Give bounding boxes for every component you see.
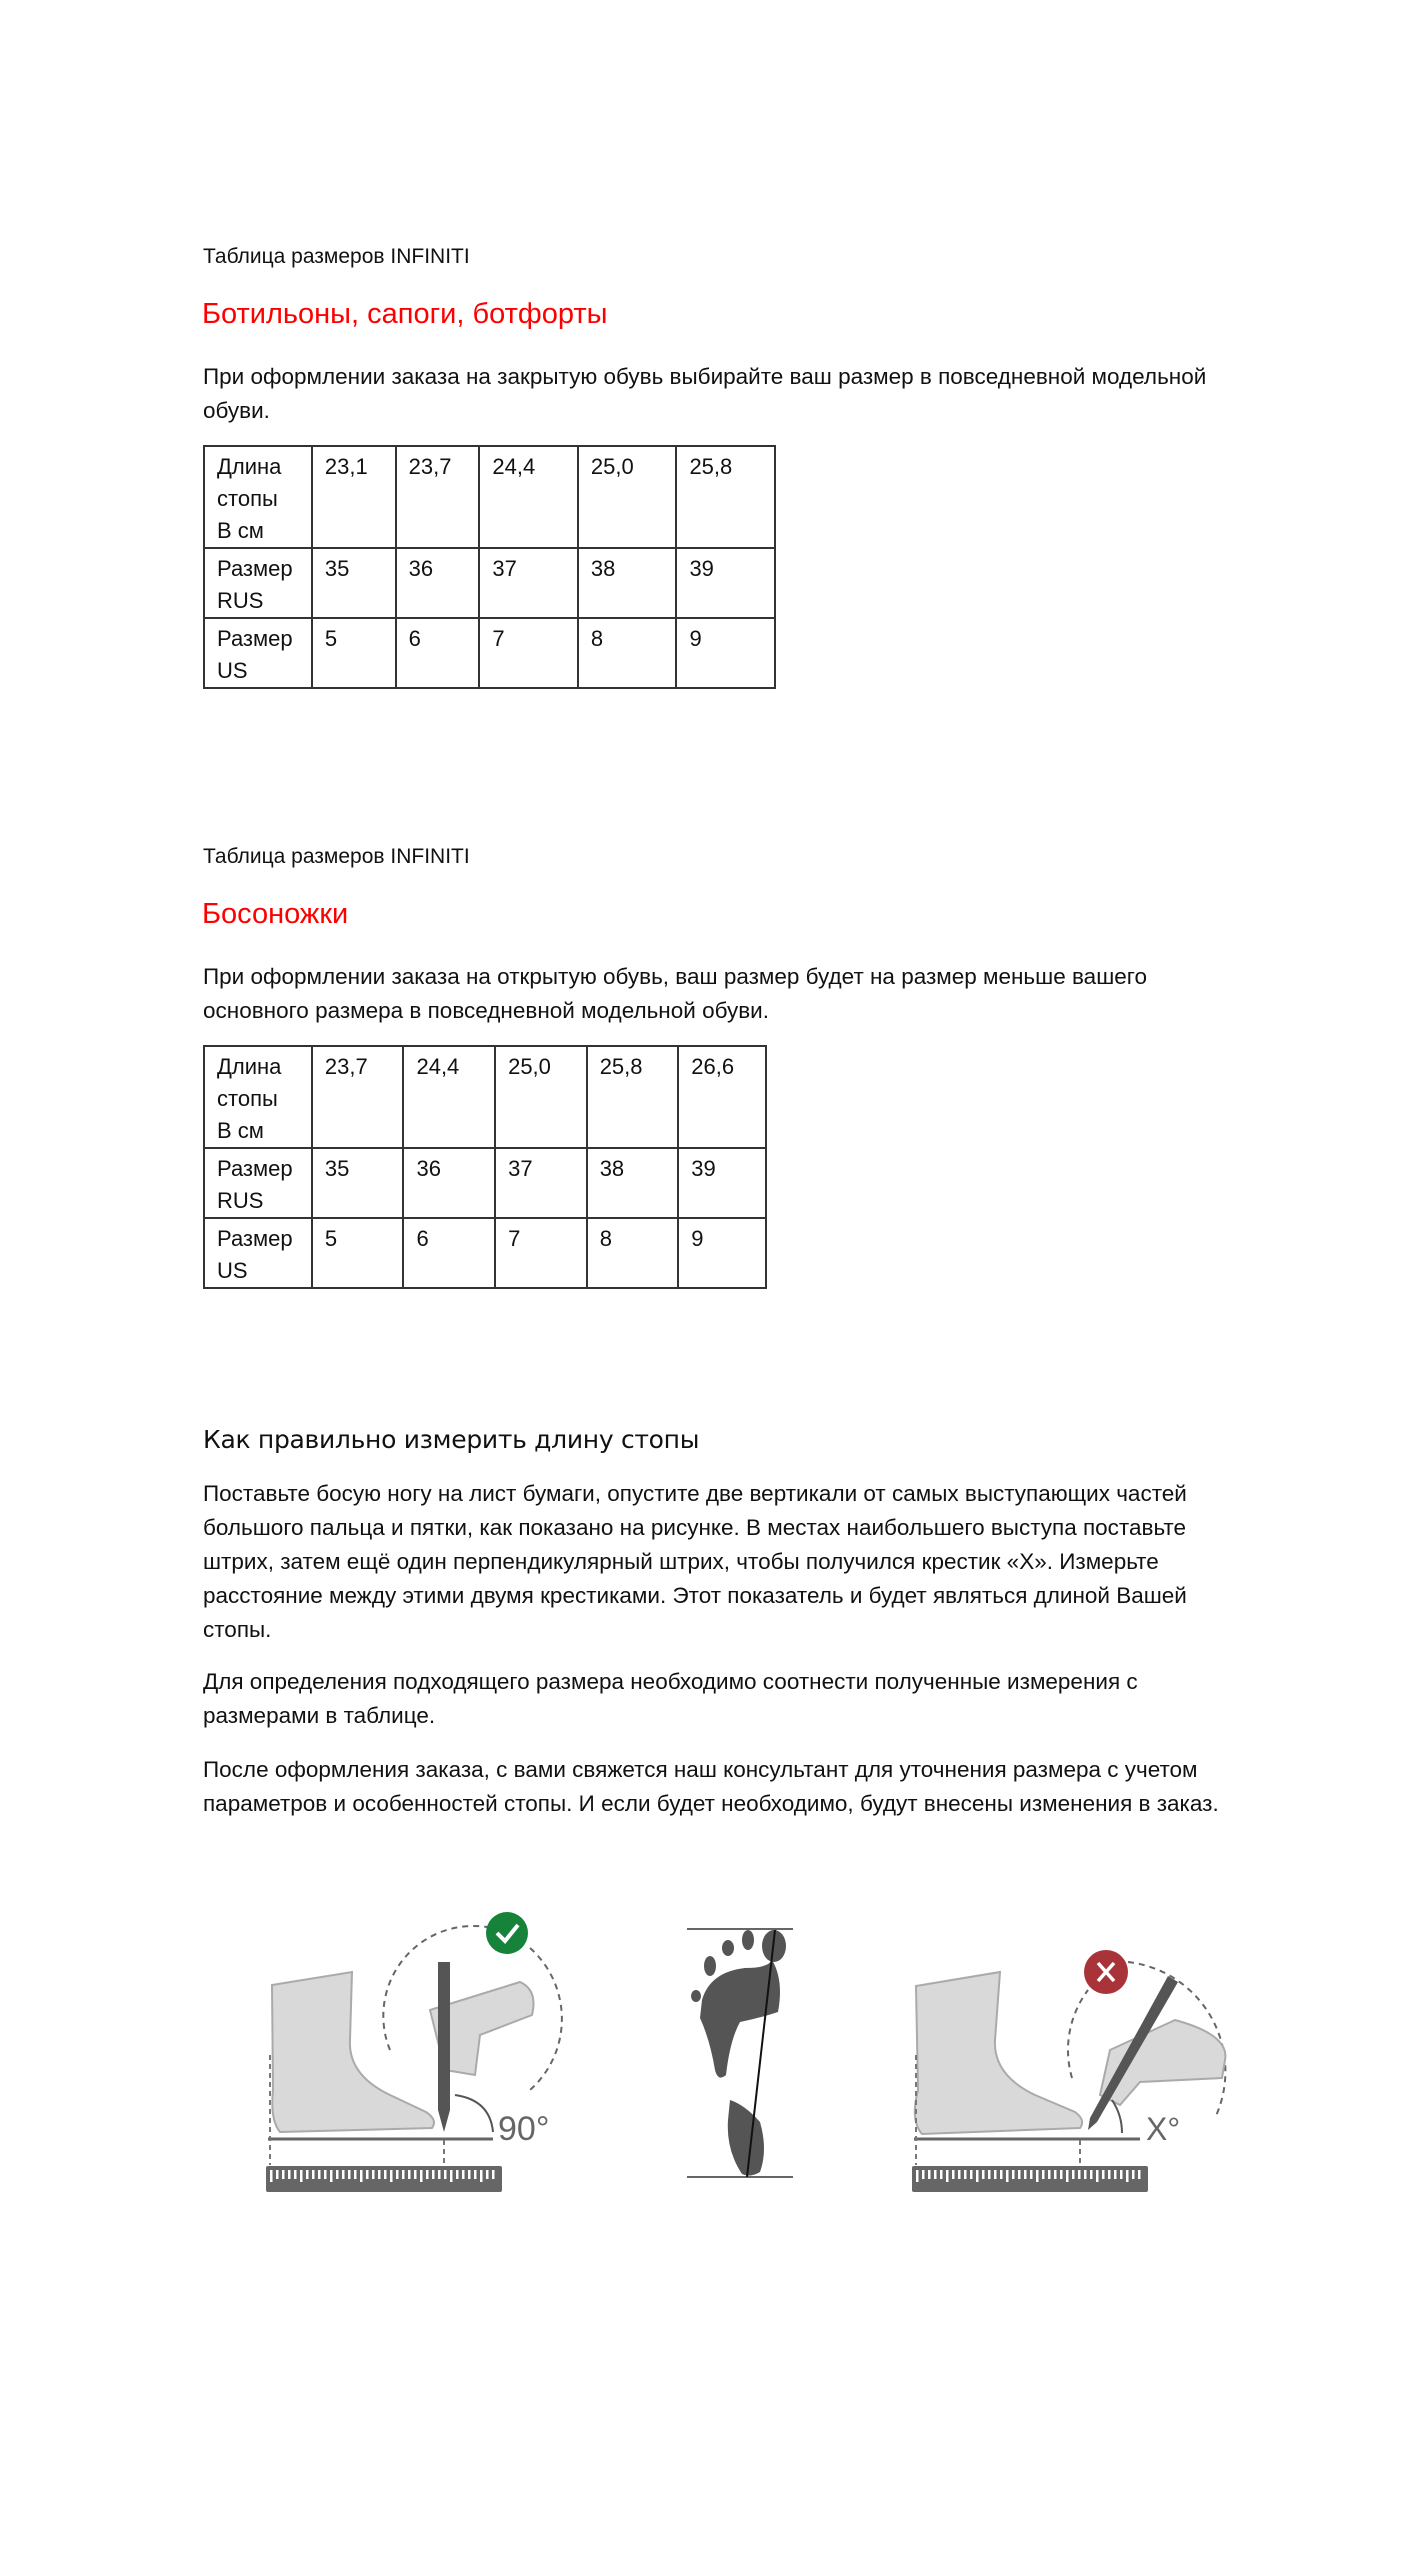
ruler-tick [970,2170,973,2179]
table-cell: 36 [403,1148,495,1218]
text-line: Для определения подходящего размера необходимо соотнести полученные измерения с [203,1669,1138,1694]
ruler-tick [1054,2170,1057,2179]
text-line: Поставьте босую ногу на лист бумаги, опустите две вертикали от самых выступающих частей [203,1481,1187,1506]
ruler-tick [952,2170,955,2179]
table-cell: 24,4 [479,446,578,548]
row-label: Длина стопы В см [204,1046,312,1148]
table-cell: 23,7 [396,446,480,548]
text-line: параметров и особенностей стопы. И если будет необходимо, будут внесены изменения в заказ. [203,1791,1219,1816]
ruler-tick [456,2170,459,2179]
ruler-tick [294,2170,297,2179]
ruler-tick [426,2170,429,2179]
ruler-tick [318,2170,321,2179]
ruler-tick [1090,2170,1093,2179]
size-table-caption: Таблица размеров INFINITI [203,245,470,268]
table-cell: 7 [495,1218,587,1288]
ruler-tick [324,2170,327,2179]
table-cell: 23,1 [312,446,396,548]
wrong-measurement-illustration [900,1900,1280,2220]
ruler-tick [384,2170,387,2179]
angle-label: X° [1146,2111,1181,2147]
ruler-tick [1060,2170,1063,2179]
table-row-rus-size [204,1148,766,1218]
ruler-tick [300,2170,303,2182]
ruler-tick [1132,2170,1135,2179]
ruler-tick [438,2170,441,2179]
ruler-tick [342,2170,345,2179]
table-cell: 6 [403,1218,495,1288]
ruler-tick [1036,2170,1039,2182]
ruler-tick [994,2170,997,2179]
ruler-tick [1108,2170,1111,2179]
ruler-tick [330,2170,333,2182]
dashed-arc [530,1948,562,2090]
text-line: стопы. [203,1617,272,1642]
check-badge [486,1912,528,1954]
ruler-tick [958,2170,961,2179]
boots-note-line: При оформлении заказа на закрытую обувь выбирайте ваш размер в повседневной модельной [203,364,1207,389]
ruler-tick [276,2170,279,2179]
howto-paragraph-3 [203,1753,1383,1821]
table-row-foot-length [204,446,775,548]
ruler-tick [312,2170,315,2179]
dashed-arc [1068,1990,1088,2078]
ruler-tick [270,2170,273,2182]
table-cell: 5 [312,1218,404,1288]
ruler-tick [480,2170,483,2182]
ruler-tick [306,2170,309,2179]
ruler-tick [1072,2170,1075,2179]
table-cell: 25,8 [676,446,775,548]
row-label: Размер US [204,618,312,688]
footprint-illustration [660,1900,840,2220]
text-line: штрих, затем ещё один перпендикулярный штрих, чтобы получился крестик «Х». Измерьте [203,1549,1159,1574]
ruler-tick [336,2170,339,2179]
table-cell: 36 [396,548,480,618]
sandals-note [203,960,1323,1028]
ruler-tick [922,2170,925,2179]
row-label: Размер RUS [204,548,312,618]
angle-arrow [455,2095,493,2132]
text-line: большого пальца и пятки, как показано на рисунке. В местах наибольшего выступа поставьте [203,1515,1186,1540]
foot-icon [915,1972,1082,2134]
table-cell: 25,0 [578,446,677,548]
table-cell: 26,6 [678,1046,766,1148]
ruler-tick [1012,2170,1015,2179]
ruler-tick [934,2170,937,2179]
ruler-tick [474,2170,477,2179]
foot-icon [272,1972,434,2132]
section-heading-sandals: Босоножки [202,898,349,930]
table-cell: 39 [678,1148,766,1218]
boots-size-table [203,445,776,689]
ruler-tick [1066,2170,1069,2182]
table-cell: 38 [578,548,677,618]
ruler-tick [492,2170,495,2179]
ruler-tick [402,2170,405,2179]
sandals-note-line: основного размера в повседневной модельной обуви. [203,998,769,1023]
boots-note [203,360,1323,428]
table-cell: 35 [312,548,396,618]
table-cell: 25,8 [587,1046,679,1148]
hand-icon [1100,2020,1225,2105]
ruler-tick [360,2170,363,2182]
sandals-note-line: При оформлении заказа на открытую обувь, ваш размер будет на размер меньше вашего [203,964,1147,989]
table-cell: 24,4 [403,1046,495,1148]
ruler-tick [468,2170,471,2179]
ruler-tick [354,2170,357,2179]
ruler-tick [1018,2170,1021,2179]
ruler-tick [486,2170,489,2179]
boots-note-line: обуви. [203,398,270,423]
ruler-tick [1138,2170,1141,2179]
table-cell: 38 [587,1148,679,1218]
ruler-tick [1084,2170,1087,2179]
ruler-tick [1126,2170,1129,2182]
ruler-tick [432,2170,435,2179]
ruler-tick [928,2170,931,2179]
angle-label: 90° [498,2110,550,2148]
ruler-tick [450,2170,453,2182]
table-cell: 9 [676,618,775,688]
table-cell: 8 [578,618,677,688]
ruler-tick [288,2170,291,2179]
ruler-tick [1000,2170,1003,2179]
correct-measurement-illustration [240,1900,580,2220]
ruler-tick [444,2170,447,2179]
ruler-tick [916,2170,919,2182]
ruler-tick [348,2170,351,2179]
table-cell: 9 [678,1218,766,1288]
ruler-tick [408,2170,411,2179]
table-cell: 35 [312,1148,404,1218]
ruler-tick [462,2170,465,2179]
ruler-tick [1120,2170,1123,2179]
ruler-tick [1042,2170,1045,2179]
ruler-tick [282,2170,285,2179]
ruler-tick [396,2170,399,2179]
ruler-tick [378,2170,381,2179]
ruler-tick [982,2170,985,2179]
table-row-foot-length [204,1046,766,1148]
row-label: Размер US [204,1218,312,1288]
table-row-us-size [204,1218,766,1288]
ruler-tick [946,2170,949,2182]
ruler-tick [1048,2170,1051,2179]
ruler-tick [1096,2170,1099,2182]
row-label: Размер RUS [204,1148,312,1218]
howto-paragraph-2 [203,1665,1323,1733]
ruler-tick [964,2170,967,2179]
section-heading-boots: Ботильоны, сапоги, ботфорты [202,298,608,330]
table-cell: 5 [312,618,396,688]
size-table-caption: Таблица размеров INFINITI [203,845,470,868]
ruler-tick [1006,2170,1009,2182]
ruler-tick [976,2170,979,2182]
table-cell: 37 [495,1148,587,1218]
table-cell: 25,0 [495,1046,587,1148]
ruler-tick [1024,2170,1027,2179]
row-label: Длина стопы В см [204,446,312,548]
table-row-rus-size [204,548,775,618]
table-cell: 6 [396,618,480,688]
ruler-tick [366,2170,369,2179]
howto-paragraph-1 [203,1477,1323,1647]
table-cell: 7 [479,618,578,688]
table-cell: 23,7 [312,1046,404,1148]
ruler-tick [390,2170,393,2182]
ruler-tick [1114,2170,1117,2179]
table-row-us-size [204,618,775,688]
ruler-tick [420,2170,423,2182]
table-cell: 39 [676,548,775,618]
text-line: размерами в таблице. [203,1703,436,1728]
table-cell: 37 [479,548,578,618]
ruler-tick [940,2170,943,2179]
sandals-size-table [203,1045,767,1289]
ruler-tick [414,2170,417,2179]
ruler-tick [1102,2170,1105,2179]
pencil-icon [438,1962,450,2132]
text-line: расстояние между этими двумя крестиками. Этот показатель и будет являться длиной Вашей [203,1583,1187,1608]
table-cell: 8 [587,1218,679,1288]
howto-title: Как правильно измерить длину стопы [203,1425,700,1454]
ruler-tick [988,2170,991,2179]
ruler-tick [372,2170,375,2179]
ruler-tick [1030,2170,1033,2179]
text-line: После оформления заказа, с вами свяжется наш консультант для уточнения размера с учетом [203,1757,1198,1782]
ruler-tick [1078,2170,1081,2179]
